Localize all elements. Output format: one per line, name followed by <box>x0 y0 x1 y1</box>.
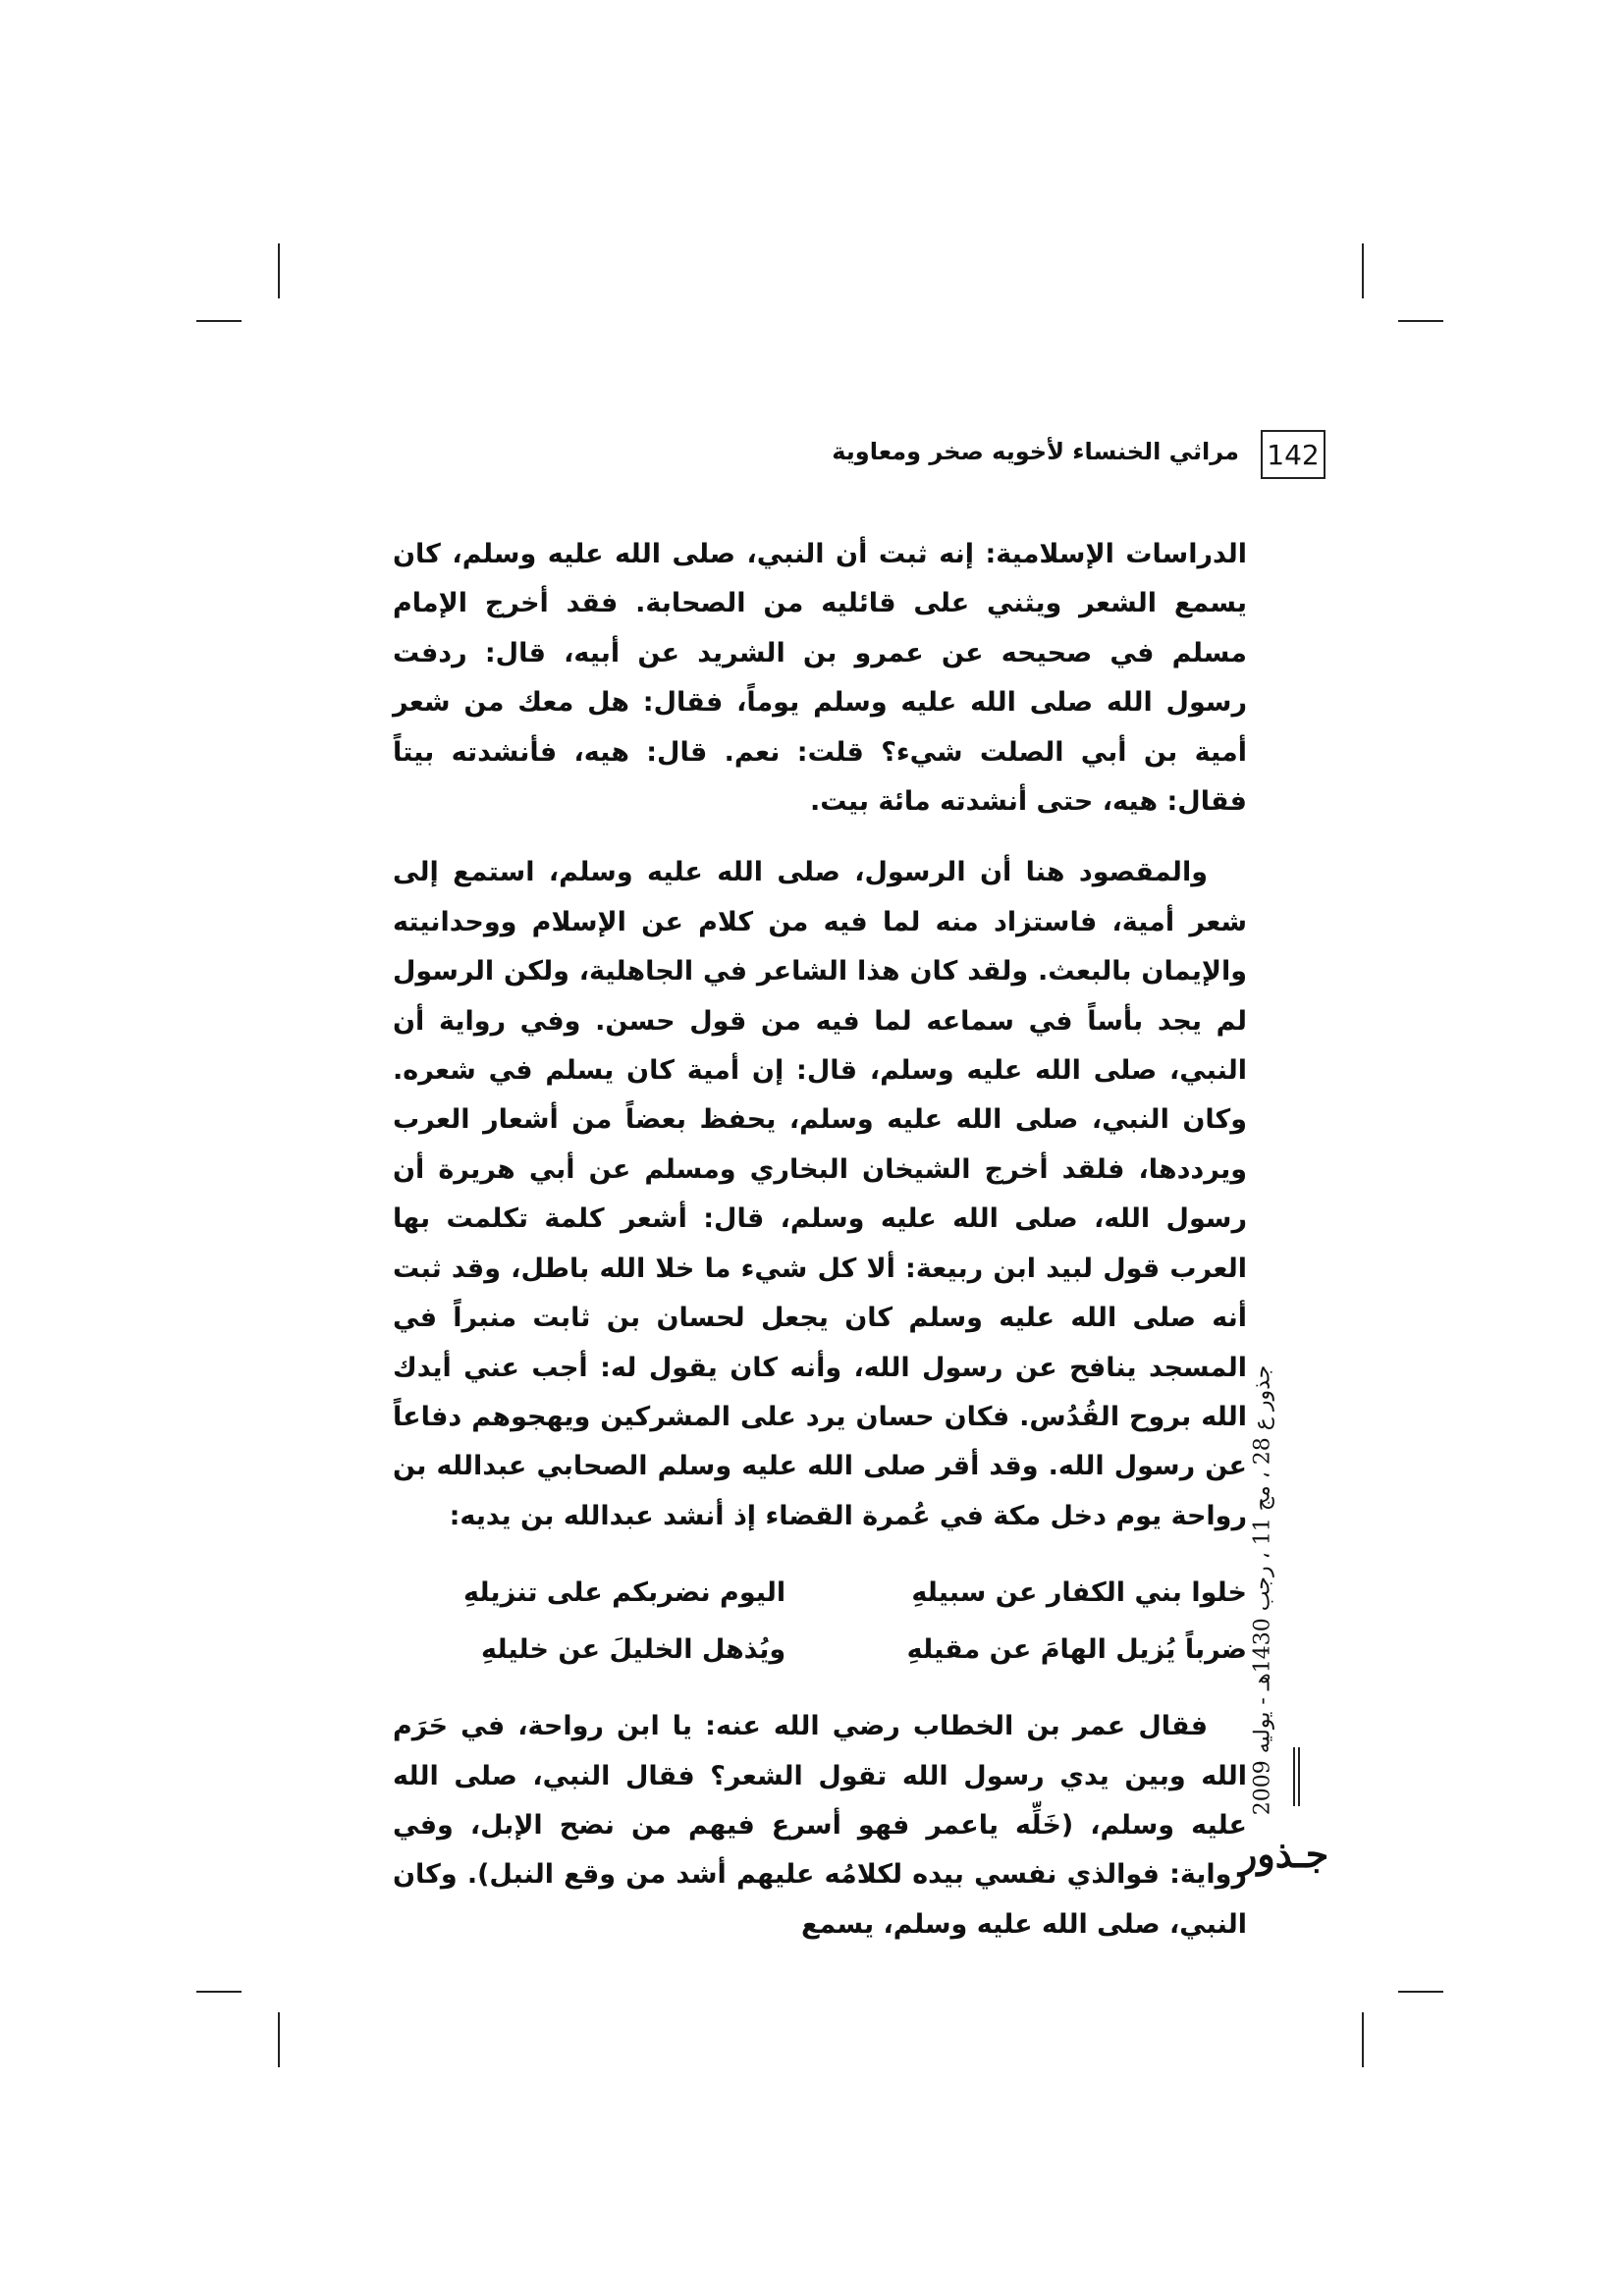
running-title: مراثي الخنساء لأخويه صخر ومعاوية <box>832 438 1239 465</box>
paragraph: والمقصود هنا أن الرسول، صلى الله عليه وسلم، استمع إلى شعر أمية، فاستزاد منه لما فيه من كلام عن الإسلام ووحدانيته والإيمان بالبعث. ولقد كان هذا الشاعر في الجاهلية، ولكن الرسول لم يجد بأساً في سماعه لما فيه من قول حسن. وفي رواية أن النبي، صلى الله عليه وسلم، قال: إن أمية كان يسلم في شعره. وكان النبي، صلى الله عليه وسلم، يحفظ بعضاً من أشعار العرب ويرددها، فلقد أخرج الشيخان البخاري ومسلم عن أبي هريرة أن رسول الله، صلى الله عليه وسلم، قال: أشعر كلمة تكلمت بها العرب قول لبيد ابن ربيعة: ألا كل شيء ما خلا الله باطل، وقد ثبت أنه صلى الله عليه وسلم كان يجعل لحسان بن ثابت منبراً في المسجد ينافح عن رسول الله، وأنه كان يقول له: أجب عني أيدك الله بروح القُدُس. فكان حسان يرد على المشركين ويهجوهم دفاعاً عن رسول الله. وقد أقر صلى الله عليه وسلم الصحابي عبدالله بن رواحة يوم دخل مكة في عُمرة القضاء إذ أنشد عبدالله بن يديه: <box>393 857 1247 1531</box>
journal-logo: جـذور <box>1239 1832 1329 1876</box>
crop-mark <box>1398 320 1443 322</box>
crop-mark <box>1398 1991 1443 1993</box>
paragraph: فقال عمر بن الخطاب رضي الله عنه: يا ابن رواحة، في حَرَم الله وبين يدي رسول الله تقول الشعر؟ فقال النبي، صلى الله عليه وسلم، (خَلِّه ياعمر فهو أسرع فيهم من نضح الإبل، وفي رواية: فوالذي نفسي بيده لكلامُه عليهم أشد من وقع النبل). وكان النبي، صلى الله عليه وسلم، يسمع <box>393 1711 1247 1940</box>
crop-mark <box>278 2012 280 2067</box>
paragraph: الدراسات الإسلامية: إنه ثبت أن النبي، صلى الله عليه وسلم، كان يسمع الشعر ويثني على قائليه من الصحابة. فقد أخرج الإمام مسلم في صحيحه عن عمرو بن الشريد عن أبيه، قال: ردفت رسول الله صلى الله عليه وسلم يوماً، فقال: هل معك من شعر أمية بن أبي الصلت شيء؟ قلت: نعم. قال: هيه، فأنشدته بيتاً فقال: هيه، حتى أنشدته مائة بيت. <box>393 539 1247 818</box>
issue-info: جذور ع 28 ، مج 11 ، رجب 1430هـ - يوليه 2009 <box>1250 1364 1275 1816</box>
poem-hemistich: ضرباً يُزيل الهامَ عن مقيلهِ <box>906 1634 1247 1666</box>
crop-mark <box>278 243 280 298</box>
poem-verse <box>393 1565 1247 1622</box>
crop-mark <box>1362 2012 1364 2067</box>
page-number: 142 <box>1261 430 1325 479</box>
issue-info-strip <box>1241 1355 1284 1826</box>
crop-mark <box>196 320 242 322</box>
running-header <box>832 430 1325 479</box>
poem-hemistich: خلوا بني الكفار عن سبيلهِ <box>911 1577 1247 1609</box>
divider <box>1298 1747 1300 1806</box>
crop-mark <box>1362 243 1364 298</box>
poem-hemistich: اليوم نضربكم على تنزيلهِ <box>463 1577 786 1609</box>
poem-hemistich: ويُذهل الخليلَ عن خليلهِ <box>481 1634 786 1666</box>
divider <box>1293 1747 1295 1806</box>
crop-mark <box>196 1991 242 1993</box>
poem <box>393 1565 1247 1679</box>
article-body <box>393 530 1247 1949</box>
poem-verse <box>393 1622 1247 1679</box>
